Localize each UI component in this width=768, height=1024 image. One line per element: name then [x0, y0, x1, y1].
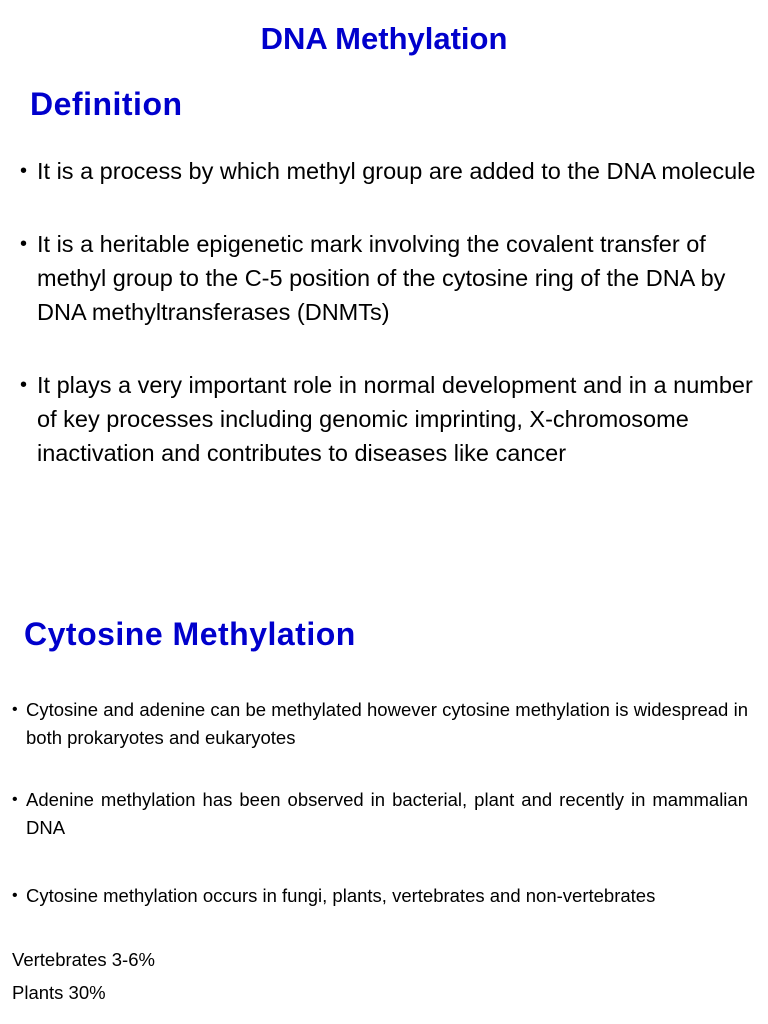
cytosine-bullet-item	[12, 696, 748, 752]
bullet-icon: •	[12, 701, 18, 718]
definition-bullet-text: It is a heritable epigenetic mark involving the covalent transfer of methyl group to the C-5 position of the cytosine ring of the DNA by DNA methyltransferases (DNMTs)	[37, 231, 726, 325]
bullet-icon: •	[12, 791, 18, 808]
definition-bullet-text: It plays a very important role in normal development and in a number of key processes including genomic imprinting, X-chromosome inactivation and contributes to diseases like cancer	[37, 372, 753, 466]
plants-stat: Plants 30%	[12, 982, 106, 1003]
definition-bullet-item	[20, 154, 760, 188]
definition-bullet-item	[20, 227, 760, 329]
cytosine-bullet-list	[12, 696, 748, 910]
cytosine-bullet-text: Cytosine methylation occurs in fungi, plants, vertebrates and non-vertebrates	[26, 885, 656, 906]
cytosine-methylation-heading: Cytosine Methylation	[24, 616, 356, 652]
definition-heading: Definition	[30, 86, 183, 122]
page-title: DNA Methylation	[260, 21, 508, 56]
vertebrates-stat: Vertebrates 3-6%	[12, 949, 155, 970]
bullet-icon: •	[20, 374, 28, 396]
bullet-icon: •	[20, 233, 28, 255]
definition-bullet-list	[20, 154, 760, 509]
bullet-icon: •	[12, 887, 18, 904]
definition-bullet-text: It is a process by which methyl group are added to the DNA molecule	[37, 158, 756, 184]
cytosine-bullet-item	[12, 882, 748, 910]
definition-bullet-item	[20, 368, 760, 470]
cytosine-bullet-text: Adenine methylation has been observed in bacterial, plant and recently in mammalian DNA	[26, 789, 748, 838]
cytosine-bullet-item	[12, 786, 748, 842]
cytosine-bullet-text: Cytosine and adenine can be methylated however cytosine methylation is widespread in both prokaryotes and eukaryotes	[26, 699, 748, 748]
bullet-icon: •	[20, 160, 28, 182]
